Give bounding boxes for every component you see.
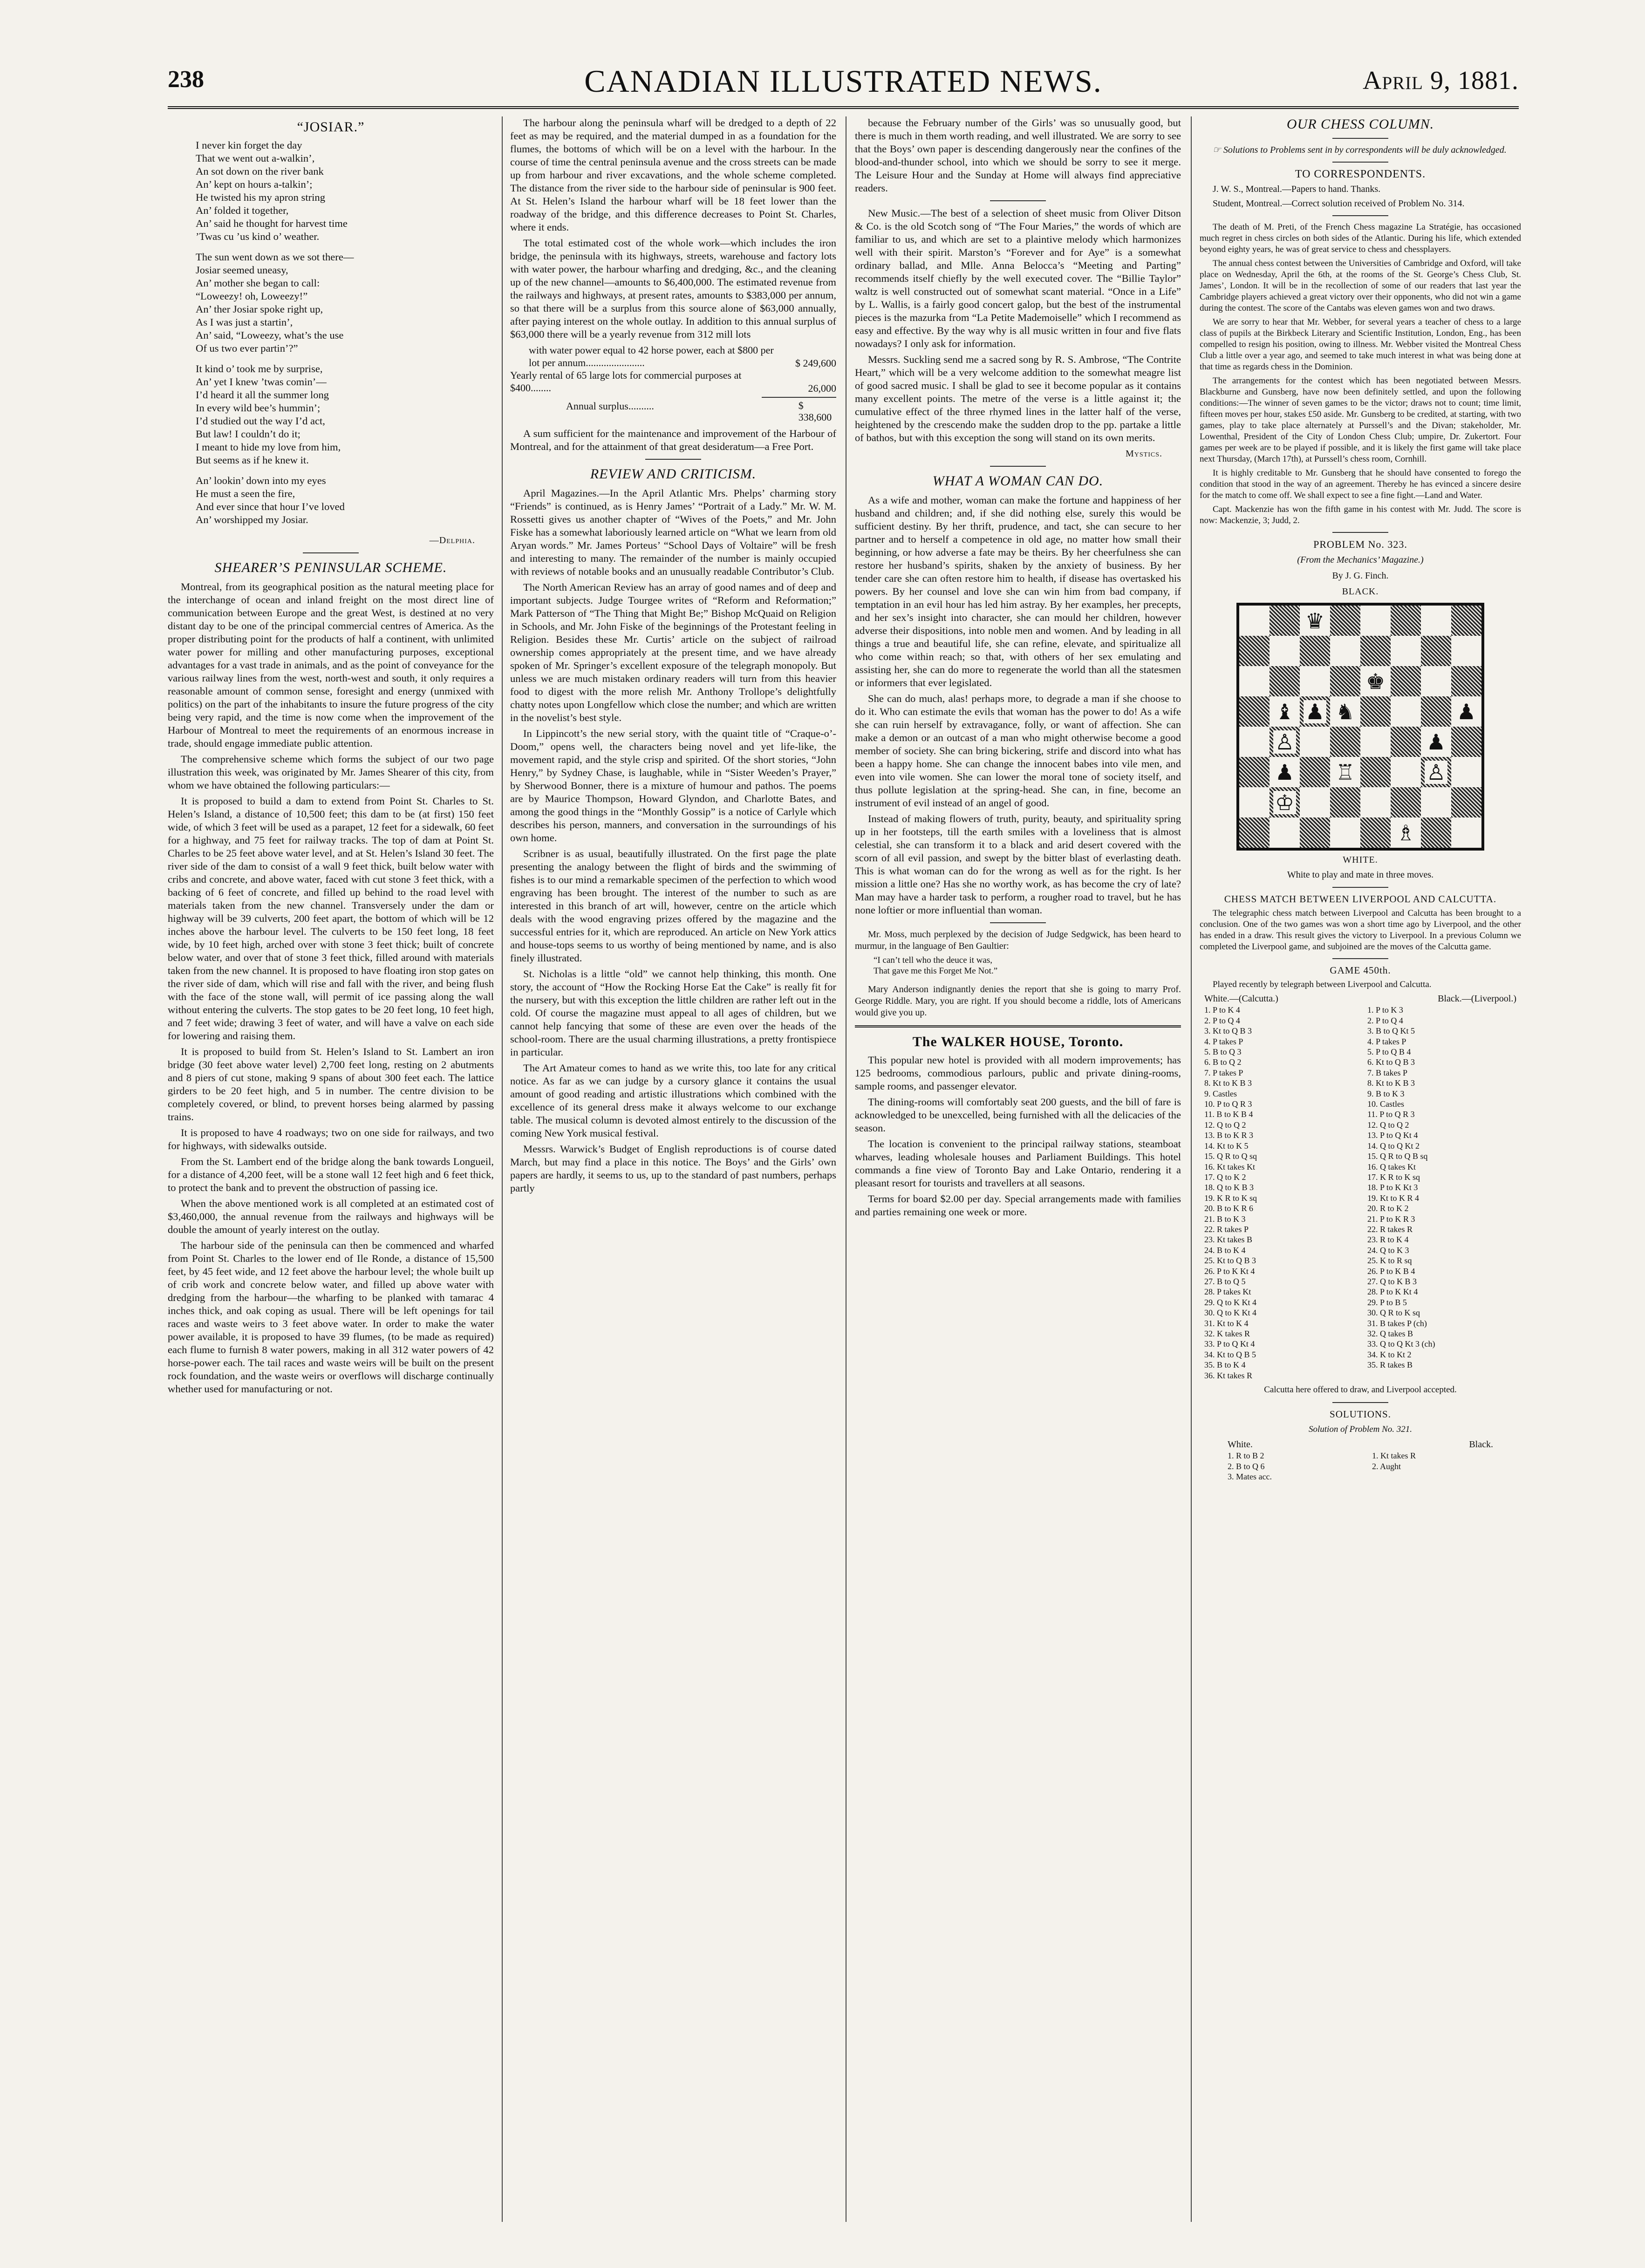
chess-square [1239,666,1270,696]
chess-piece-icon: ♗ [1394,821,1417,845]
move-entry: 5. B to Q 3 [1204,1047,1242,1057]
chess-square [1270,666,1300,696]
move-entry: 15. Q R to Q B sq [1367,1151,1428,1161]
poem-stanza: I never kin forget the day That we went out a-walkin’, An sot down on the river bank An’ kept on hours a-talkin’; He twisted his my apron string An’ folded it together, An’ said he thought for harvest time ’Twas cu ’us kind o’ weather. [196,139,348,242]
move-entry: 25. Kt to Q B 3 [1204,1256,1256,1266]
chess-square [1421,757,1451,787]
move-entry: 6. Kt to Q B 3 [1367,1057,1415,1067]
review-paragraph: The Art Amateur comes to hand as we write this, too late for any critical notice. As far as we can judge by a cursory glance it contains the usual amount of good reading and artistic illustrations which combined with the excellence of its general dress make it always welcome to our exchange table. The musical column is devoted almost entirely to the discussion of the coming New York musical festival. [510,1062,836,1139]
move-entry: 31. B takes P (ch) [1367,1318,1427,1328]
move-entry: 11. B to K B 4 [1204,1110,1253,1119]
chess-square [1391,817,1421,848]
chess-piece-icon: ♝ [1273,700,1296,723]
chess-square [1239,727,1270,757]
revenue-label: Annual surplus.......... [566,400,654,412]
article-heading: WHAT A WOMAN CAN DO. [932,473,1104,489]
article-paragraph: New Music.—The best of a selection of sheet music from Oliver Ditson & Co. is the old Scotch song of “The Four Maries,” the words of which are familiar to us, and which are set to a plaintive melody which harmonizes well with their spirit. Marston’s “Forever and for Aye” is a somewhat ordinary ballad, and Mlle. Anna Belocca’s “Meeting and Parting” recommends itself chiefly by the well executed cover. The “Billie Taylor” waltz is well constructed out of somewhat scant material. “Once in a Life” by L. Wallis, is a fairly good concert galop, but the best of the instrumental pieces is the mazurka from “La Petite Mademoiselle” which I recommend as easy and effective. By the way why is all music written in four and five flats nowadays? I only ask for information. [855,207,1181,349]
review-paragraph: In Lippincott’s the new serial story, with the quaint title of “Craque-o’-Doom,” opens well, the characters being novel and yet life-like, the movement rapid, and the style crisp and spirited. Of the short stories, “John Henry,” by Sydney Chase, is laughable, while in “Sister Weeden’s Prayer,” by Sherwood Bonner, there is a mixture of humour and pathos. The poems are by Maurice Thompson, Howard Glyndon, and Charlotte Bates, and among the good things in the “Monthly Gossip” is a notice of Carlyle which describes his person, manners, and conversation in the surroundings of his own home. [510,727,836,844]
move-entry: 20. R to K 2 [1367,1204,1409,1213]
article-paragraph: From the St. Lambert end of the bridge along the bank towards Longueil, for a distance of 4,200 feet, will be a stone wall 12 feet high and 6 feet thick, to protect the bank and to prevent the obstruction of passing ice. [168,1156,494,1193]
move-entry: 7. B takes P [1367,1068,1408,1077]
move-entry: 16. Kt takes Kt [1204,1162,1255,1171]
white-label: WHITE. [1343,855,1378,865]
move-entry: 12. Q to Q 2 [1204,1120,1246,1130]
issue-date: April 9, 1881. [1363,66,1519,95]
move-entry: 13. B to K R 3 [1204,1131,1254,1140]
revenue-amount: 26,000 [808,382,836,394]
move-entry: 15. Q R to Q sq [1204,1151,1257,1161]
chess-square [1421,727,1451,757]
chess-square [1360,696,1391,727]
move-entry: 32. Q takes B [1367,1329,1413,1338]
move-entry: 14. Q to Q Kt 2 [1367,1141,1420,1151]
hotel-paragraph: The dining-rooms will comfortably seat 200 guests, and the bill of fare is acknowledged to be unexcelled, being furnished with all the delicacies of the season. [855,1096,1181,1134]
review-paragraph: St. Nicholas is a little “old” we cannot help thinking, this month. One story, the account of “How the Rocking Horse Eat the Cake” is really fit for the nursery, but with this exception the little children are rather left out in the cold. Of course the magazine must appeal to all ages of children, but we cannot help fancying that some of these are even over the heads of the school-room. There are the usual charming illustrations, a pretty frontispiece in particular. [510,967,836,1058]
article-paragraph: Montreal, from its geographical position as the natural meeting place for the interchange of ocean and inland freight on the most direct line of communication between Europe and the great West, is destined at no very distant day to be one of the principal commercial centres of America. As the proper distributing point for the products of half a continent, with unlimited water power for milling and other manufacturing purposes, exceptional advantages for a vast trade in animals, and as the point of conveyance for the various railway lines from the west, north-west and south, it only requires a reasonable amount of common sense, foresight and energy (unmixed with politics) on the part of the inhabitants to insure the future progress of the city being very rapid, and the time is now come when the improvement of the Harbour of Montreal to meet the requirements of an enormous increase in trade, should engage immediate public attention. [168,581,494,749]
article-paragraph: because the February number of the Girls’ was so unusually good, but there is much in them worth reading, and well illustrated. We are sorry to see that the Boys’ own paper is descending dangerously near the confines of the blood-and-thunder school, into which we should be sorry to see it merge. The Leisure Hour and the Sunday at Home will always find appreciative readers. [855,117,1181,194]
move-entry: 10. Castles [1367,1099,1404,1109]
chess-square [1239,636,1270,666]
chess-paragraph: The arrangements for the contest which has been negotiated between Messrs. Blackburne and Gunsberg, have now been definitely settled, and upon the following conditions:—The winner of seven games to be the victor; draws not to count; time limit, fifteen moves per hour, stakes £50 aside. Mr. Gunsberg to be credited, at starting, with two games, play to take place alternately at Purssell’s and the Divan; stakeholder, Mr. Lowenthal, President of the City of London Chess Club; umpire, Dr. Zukertort. Four games per week are to be played if possible, and it is likely the first game will take place next Thursday, (March 17th), at Purssell’s chess room, Cornhill. [1200,376,1521,464]
move-entry: 4. P takes P [1204,1036,1243,1046]
article-paragraph: Messrs. Suckling send me a sacred song by R. S. Ambrose, “The Contrite Heart,” which will be a very welcome addition to the somewhat meagre list of good sacred music. I shall be glad to see it become popular as it contains many excellent points. The metre of the verse is a little against it; the cumulative effect of the three rhymed lines in the latter half of the verse, heightened by the crescendo make the sudden drop to the pp. partake a little of bathos, but with this exception the song will stand on its own merits. [855,354,1181,443]
move-entry: 9. Castles [1204,1089,1237,1098]
divider [645,459,701,460]
chess-square [1421,817,1451,848]
revenue-row [510,400,836,423]
chess-column-heading: OUR CHESS COLUMN. [1286,116,1434,132]
chess-square [1300,606,1330,636]
solution-move: 2. B to Q 6 [1228,1461,1265,1471]
note-verse: “I can’t tell who the deuce it was, That gave me this Forget Me Not.” [874,955,998,976]
move-entry: 24. Q to K 3 [1367,1245,1409,1255]
move-entry: 19. Kt to K R 4 [1367,1193,1420,1203]
revenue-amount: $ 249,600 [795,357,836,369]
correspondents-heading: TO CORRESPONDENTS. [1295,168,1426,180]
revenue-amount: $ 338,600 [798,400,832,423]
chess-piece-icon: ♖ [1334,761,1357,784]
chess-square [1391,757,1421,787]
chess-square [1451,606,1481,636]
solution-white-moves [1228,1451,1349,1482]
move-entry: 5. P to Q B 4 [1367,1047,1411,1057]
solution-black-moves [1372,1451,1493,1482]
move-entry: 7. P takes P [1204,1068,1243,1077]
black-moves-list [1367,1005,1516,1381]
move-entry: 34. Kt to Q B 5 [1204,1349,1256,1359]
move-entry: 10. P to Q R 3 [1204,1099,1252,1109]
chess-square [1300,666,1330,696]
divider [303,552,359,553]
chess-piece-icon: ♛ [1304,609,1326,633]
chess-square [1360,817,1391,848]
chess-square [1330,666,1360,696]
problem-caption: White to play and mate in three moves. [1287,870,1434,880]
chessboard [1236,603,1484,851]
revenue-label: with water power equal to 42 horse power, each at $800 per lot per annum....................... [529,344,774,368]
chess-square [1270,606,1300,636]
move-entry: 4. P takes P [1367,1036,1406,1046]
hotel-paragraph: This popular new hotel is provided with all modern improvements; has 125 bedrooms, commodious parlours, public and private dining-rooms, sample rooms, and passenger elevator. [855,1054,1181,1092]
solution-title: Solution of Problem No. 321. [1308,1424,1413,1435]
chess-square [1330,787,1360,817]
page-number: 238 [168,66,204,93]
move-entry: 26. P to K Kt 4 [1204,1266,1255,1276]
article-paragraph: The harbour along the peninsula wharf will be dredged to a depth of 22 feet as may be required, and the material dumped in as a foundation for the flumes, the bottoms of which will be on a level with the harbour. In the course of time the central peninsula avenue and the cross streets can be made up from harbour and river excavations, and the whole scheme completed. The distance from the river side to the harbour side of peninsular is 900 feet. At St. Helen’s Island the harbour wharf will be 18 feet lower than the roadway of the bridge, and this difference decreases to Point St. Charles, where it ends. [510,117,836,233]
chess-square [1270,757,1300,787]
black-player-header: Black.—(Liverpool.) [1438,994,1516,1004]
poem-stanza: The sun went down as we sot there— Josiar seemed uneasy, An’ mother she began to call: “Loweezy! oh, Loweezy!” An’ ther Josiar spoke right up, As I was just a startin’, An’ said, “Loweezy, what’s the use Of us two ever partin’?” [196,251,354,354]
problem-source: (From the Mechanics’ Magazine.) [1297,555,1424,565]
chess-square [1270,636,1300,666]
chess-square [1270,817,1300,848]
chess-square [1451,727,1481,757]
divider [1332,958,1388,959]
article-paragraph: It is proposed to have 4 roadways; two on one side for railways, and two for highways, with sidewalks outside. [168,1127,494,1151]
solution-move: 2. Aught [1372,1461,1401,1471]
chess-piece-icon: ♟ [1273,761,1296,784]
chess-notice: ☞ Solutions to Problems sent in by correspondents will be duly acknowledged. [1213,145,1507,155]
chess-square [1421,636,1451,666]
chess-square [1300,757,1330,787]
poem-signature: —Delphia. [429,535,475,545]
move-entry: 2. P to Q 4 [1204,1015,1240,1025]
correspondent-entry: Student, Montreal.—Correct solution received of Problem No. 314. [1213,198,1465,209]
move-entry: 20. B to K R 6 [1204,1204,1254,1213]
chess-square [1391,636,1421,666]
chess-paragraph: Capt. Mackenzie has won the fifth game in his contest with Mr. Judd. The score is now: Mackenzie, 3; Judd, 2. [1200,504,1521,525]
move-entry: 27. B to Q 5 [1204,1276,1246,1286]
article-paragraph: As a wife and mother, woman can make the fortune and happiness of her husband and children; and, if she did nothing else, surely this would be sufficient destiny. By her thrift, prudence, and tact, she can secure to her partner and to herself a competence in old age, no matter how small their beginning, or how adverse a fate may be theirs. By her cheerfulness she can restore her husband’s spirits, shaken by the anxiety of business. By her tender care she can often restore him to health, if disease has overtasked his powers. By her counsel and love she can win him from bad company, if temptation in an evil hour has led him astray. By her examples, her precepts, and her sex’s insight into character, she can mould her children, however adverse their dispositions, into noble men and women. And by leading in all things a true and beautiful life, she can refine, elevate, and spiritualize all who come within reach; so that, with others of her sex emulating and assisting her, she can do more to regenerate the world than all the statesmen or informers that ever legislated. [855,494,1181,688]
chess-square [1330,696,1360,727]
divider [1332,887,1388,888]
review-paragraph: Messrs. Warwick’s Budget of English reproductions is of course dated March, but may find a place in this notice. The Boys’ and the Girls’ own papers are hardly, it seems to us, up to the standard of past numbers, perhaps partly [510,1143,836,1194]
poem-stanza: It kind o’ took me by surprise, An’ yet I knew ’twas comin’— I’d heard it all the summer long In every wild bee’s hummin’; I’d studied out the way I’d act, But law! I couldn’t do it; I meant to hide my love from him, But seems as if he knew it. [196,363,341,466]
chess-piece-icon: ♟ [1455,700,1478,723]
move-entry: 22. R takes R [1367,1224,1413,1234]
chess-piece-icon: ♟ [1304,700,1326,723]
chess-square [1451,757,1481,787]
note-paragraph: Mr. Moss, much perplexed by the decision of Judge Sedgwick, has been heard to murmur, in the language of Ben Gaultier: [855,929,1181,951]
move-entry: 24. B to K 4 [1204,1245,1246,1255]
move-entry: 8. Kt to K B 3 [1204,1078,1252,1088]
move-entry: 13. P to Q Kt 4 [1367,1131,1418,1140]
masthead-rule [168,106,1519,109]
move-entry: 25. K to R sq [1367,1256,1412,1266]
move-entry: 3. B to Q Kt 5 [1367,1026,1415,1036]
game-headers [1200,993,1521,1005]
chess-piece-icon: ♚ [1364,670,1387,693]
chess-square [1239,817,1270,848]
chess-square [1330,757,1360,787]
chess-square [1270,727,1300,757]
article-signature: Mystics. [1125,449,1162,459]
white-moves-list [1204,1005,1353,1381]
solution-moves [1200,1451,1521,1482]
review-paragraph: April Magazines.—In the April Atlantic Mrs. Phelps’ charming story “Friends” is continued, as is Henry James’ “Portrait of a Lady.” Mr. W. M. Rossetti gives us another chapter of “Wives of the Poets,” and Mr. John Fiske has a somewhat laboriously learned article on “What we learn from old Aryan words.” Mr. James Porteus’ “School Days of Voltaire” will be fresh and interesting to many. The remainder of the number is mainly occupied with reviews of notable books and an unusually readable Contributor’s Club. [510,487,836,577]
chess-square [1360,787,1391,817]
hotel-heading: The WALKER HOUSE, Toronto. [912,1034,1124,1049]
note-paragraph: Mary Anderson indignantly denies the report that she is going to marry Prof. George Riddle. Mary, you are right. If you should become a riddle, lots of Americans would give you up. [855,984,1181,1018]
solution-move: 1. Kt takes R [1372,1451,1416,1461]
divider [855,1025,1181,1028]
move-entry: 28. P takes Kt [1204,1287,1251,1297]
article-heading: SHEARER’S PENINSULAR SCHEME. [214,560,447,575]
article-paragraph: It is proposed to build a dam to extend from Point St. Charles to St. Helen’s Island, a distance of 10,500 feet; this dam to be (at first) 150 feet wide, of which 3 feet will be used as a parapet, 12 feet for a sidewalk, 60 feet for a highway, and 75 feet for railway tracks. The top of dam at Point St. Charles to be 25 feet above water level, and at St. Helen’s Island 30 feet. The river side of the dam to consist of a wall 9 feet thick, built below water with cribs and concrete, and above water, faced with cut stone 3 feet thick, with a backing of 6 feet of concrete, and filled up behind to the road level with materials taken from the new channel. Transversely under the dam or highway will be 39 culverts, 200 feet apart, the bottom of which will be 12 inches above the harbour level. The culverts to be 150 feet long, 18 feet wide, by 10 feet high, arched over with stone 3 feet thick; built of concrete below water, and over that of stone 3 feet thick, filled around with materials taken from the new channel. It is proposed to have floating iron stop gates on the river side of dam, which will rise and fall with the river, and being flush with the face of the stone wall, will permit of ice passing along the wall without entering the culverts. The stop gates to be 20 feet long, 10 feet high, and 7 feet wide; drawing 3 feet of water, and will have a valve on each side for lowering and raising them. [168,795,494,1042]
move-entry: 30. Q R to K sq [1367,1308,1420,1318]
article-paragraph: The comprehensive scheme which forms the subject of our two page illustration this week, was originated by Mr. James Shearer of this city, from whom we have obtained the following particulars:— [168,753,494,791]
column-1 [168,116,494,2222]
column-3 [855,116,1181,2222]
divider [1332,1402,1388,1403]
chess-square [1270,696,1300,727]
chess-square [1391,787,1421,817]
hotel-paragraph: Terms for board $2.00 per day. Special arrangements made with families and parties remaining one week or more. [855,1193,1181,1218]
move-entry: 33. Q to Q Kt 3 (ch) [1367,1339,1435,1349]
move-entry: 17. K R to K sq [1367,1172,1420,1182]
divider [990,466,1046,467]
chess-square [1451,696,1481,727]
chess-paragraph: We are sorry to hear that Mr. Webber, for several years a teacher of chess to a large class of pupils at the Birkbeck Literary and Scientific Institution, London, Eng., has been compelled to resign his position, owing to illness. Mr. Webber visited the Montreal Chess Club a little over a year ago, and seemed to take much interest in what was being done at that time as regards chess in the Dominion. [1200,317,1521,372]
move-entry: 21. B to K 3 [1204,1214,1246,1224]
chess-square [1360,666,1391,696]
divider [1332,532,1388,533]
chess-square [1451,666,1481,696]
chess-paragraph: The death of M. Preti, of the French Chess magazine La Stratégie, has occasioned much regret in chess circles on both sides of the Atlantic. During his life, which extended beyond eighty years, he was of great service to chess and chessplayers. [1200,222,1521,254]
chess-square [1360,727,1391,757]
move-entry: 11. P to Q R 3 [1367,1110,1415,1119]
solution-move: 3. Mates acc. [1228,1472,1272,1482]
move-entry: 14. Kt to K 5 [1204,1141,1249,1151]
column-rule [502,116,503,2222]
move-entry: 1. P to K 3 [1367,1005,1403,1015]
move-entry: 17. Q to K 2 [1204,1172,1246,1182]
chess-square [1391,696,1421,727]
game-heading: GAME 450th. [1330,965,1391,976]
game-moves [1200,1005,1521,1381]
solution-move: 1. R to B 2 [1228,1451,1264,1461]
move-entry: 18. P to K Kt 3 [1367,1183,1418,1192]
chess-square [1421,696,1451,727]
chess-square [1360,606,1391,636]
chess-square [1300,636,1330,666]
chess-piece-icon: ♟ [1425,730,1447,754]
hotel-paragraph: The location is convenient to the principal railway stations, steamboat wharves, leading wholesale houses and Parliament Buildings. This hotel commands a fine view of Toronto Bay and Lake Ontario, rendering it a pleasant resort for tourists and travellers at all seasons. [855,1138,1181,1189]
revenue-table [510,344,836,423]
chess-square [1360,757,1391,787]
chess-square [1391,666,1421,696]
sum-rule [762,397,836,398]
move-entry: 2. P to Q 4 [1367,1015,1403,1025]
chess-square [1270,787,1300,817]
article-paragraph: The harbour side of the peninsula can then be commenced and wharfed from Point St. Charles to the lower end of Ile Ronde, a distance of 15,500 feet, by 45 feet wide, and 12 feet above the harbour level; the whole built up of crib work and concrete below water, and filled up above water with dredging from the harbour—the wharfing to be planked with tamarac 4 inches thick, and oak coping as usual. There will be left openings for tail races and waste weirs to 3 feet above water. In order to make the water power available, it is proposed to have 39 flumes, (to be made as required) each flume to furnish 8 water powers, making in all 312 water powers of 42 horse-power each. The tail races and waste weirs will be built on the present rock foundation, and the waste weirs or overflows will discharge continually whether used for manufacturing or not. [168,1240,494,1395]
solution-black-header: Black. [1469,1439,1493,1450]
chess-square [1300,817,1330,848]
move-entry: 19. K R to K sq [1204,1193,1257,1203]
problem-author: By J. G. Finch. [1332,571,1389,581]
chess-paragraph: It is highly creditable to Mr. Gunsberg that he should have consented to forego the condition that stood in the way of an agreement. Thereby he has evinced a sincere desire for the match to come off. We shall expect to see a fine fight.—Land and Water. [1200,468,1521,500]
move-entry: 9. B to K 3 [1367,1089,1405,1098]
chess-square [1360,636,1391,666]
article-paragraph: A sum sufficient for the maintenance and improvement of the Harbour of Montreal, and for the attainment of that great desideratum—a Free Port. [510,427,836,452]
move-entry: 29. P to B 5 [1367,1297,1407,1307]
move-entry: 3. Kt to Q B 3 [1204,1026,1252,1036]
article-paragraph: When the above mentioned work is all completed at an estimated cost of $3,460,000, the annual revenue from the railways and highways will be double the amount of yearly interest on the outlay. [168,1198,494,1235]
match-heading: CHESS MATCH BETWEEN LIVERPOOL AND CALCUTTA. [1224,893,1497,905]
move-entry: 27. Q to K B 3 [1367,1276,1417,1286]
chess-square [1451,787,1481,817]
chess-piece-icon: ♔ [1273,791,1296,814]
move-entry: 18. Q to K B 3 [1204,1183,1254,1192]
move-entry: 33. P to Q Kt 4 [1204,1339,1255,1349]
move-entry: 26. P to K B 4 [1367,1266,1415,1276]
chess-piece-icon: ♞ [1334,700,1357,723]
game-intro: Played recently by telegraph between Liverpool and Calcutta. [1213,980,1432,989]
match-paragraph: The telegraphic chess match between Liverpool and Calcutta has been brought to a conclusion. One of the two games was won a short time ago by Liverpool, and the other has ended in a draw. This result gives the victory to Liverpool. In a previous Column we completed the Liverpool game, and subjoined are the moves of the Calcutta game. [1200,908,1521,952]
problem-title: PROBLEM No. 323. [1313,538,1407,550]
move-entry: 16. Q takes Kt [1367,1162,1416,1171]
move-entry: 22. R takes P [1204,1224,1249,1234]
paper-title: CANADIAN ILLUSTRATED NEWS. [584,63,1102,99]
chess-square [1330,817,1360,848]
chess-paragraph: The annual chess contest between the Universities of Cambridge and Oxford, will take place on Wednesday, April the 6th, at the rooms of the St. George’s Chess Club, St. James’, London. It will be in the recollection of some of our readers that last year the Cambridge players achieved a great victory over their opponents, who did not win a game during the contest. The score of the Cantabs was eleven games won and two draws. [1200,259,1521,313]
move-entry: 29. Q to K Kt 4 [1204,1297,1256,1307]
masthead [168,63,1519,105]
black-label: BLACK. [1342,586,1379,597]
chess-square [1239,787,1270,817]
poem-title: “JOSIAR.” [297,119,365,135]
chess-square [1239,757,1270,787]
column-rule [1191,116,1192,2222]
divider [1332,138,1388,139]
solution-headers [1200,1439,1521,1451]
divider [990,922,1046,923]
chess-square [1421,606,1451,636]
move-entry: 8. Kt to K B 3 [1367,1078,1415,1088]
game-result: Calcutta here offered to draw, and Liverpool accepted. [1264,1385,1457,1395]
move-entry [1367,1370,1516,1381]
revenue-label: Yearly rental of 65 large lots for commercial purposes at $400........ [510,369,742,394]
review-paragraph: Scribner is as usual, beautifully illustrated. On the first page the plate presenting the analogy between the flight of birds and the swimming of fishes is to our mind a remarkable specimen of the perfection to which wood engraving has been brought. The interest of the number to such as are interested in this branch of art will, however, centre on the article which deals with the wood engraving prizes offered by the magazine and the successful entries for it, which are reproduced. An article on New York attics and house-tops seems to us worthy of being mentioned by name, and is also finely illustrated. [510,847,836,964]
move-entry: 21. P to K R 3 [1367,1214,1415,1224]
chess-square [1330,727,1360,757]
chess-square [1391,606,1421,636]
move-entry: 36. Kt takes R [1204,1370,1252,1380]
chess-square [1300,727,1330,757]
chess-square [1300,787,1330,817]
article-paragraph: Instead of making flowers of truth, purity, beauty, and spirituality spring up in her footsteps, till the earth smiles with a loveliness that is almost celestial, she can transform it to a black and arid desert covered with the scorn of all evil passion, and swept by the bitter blast of everlasting death. This is what woman can do for the wrong as well as for the right. Is her mission a little one? Has she no worthy work, as has become the cry of late? Man may have a harder task to perform, a rougher road to travel, but he has none loftier or more influential than woman. [855,813,1181,916]
move-entry: 30. Q to K Kt 4 [1204,1308,1256,1318]
white-player-header: White.—(Calcutta.) [1204,994,1278,1004]
chess-square [1239,696,1270,727]
chess-square [1451,817,1481,848]
chess-square [1330,606,1360,636]
column-2 [510,116,836,2222]
chess-square [1300,696,1330,727]
move-entry: 31. Kt to K 4 [1204,1318,1249,1328]
revenue-row [510,369,836,394]
article-heading: REVIEW AND CRITICISM. [590,466,757,482]
poem-stanza: An’ lookin’ down into my eyes He must a seen the fire, And ever since that hour I’ve loved An’ worshipped my Josiar. [196,475,345,525]
divider [1332,215,1388,216]
move-entry: 28. P to K Kt 4 [1367,1287,1418,1297]
solution-white-header: White. [1228,1439,1253,1450]
move-entry: 35. B to K 4 [1204,1360,1246,1370]
chess-square [1391,727,1421,757]
divider [1332,162,1388,163]
move-entry: 23. R to K 4 [1367,1235,1409,1245]
chess-square [1239,606,1270,636]
chess-square [1330,636,1360,666]
solutions-heading: SOLUTIONS. [1330,1409,1391,1420]
chess-square [1451,636,1481,666]
move-entry: 23. Kt takes B [1204,1235,1252,1245]
article-paragraph: She can do much, alas! perhaps more, to degrade a man if she choose to do it. Who can estimate the evils that woman has the power to do! As a wife she can ruin herself by extravagance, folly, or want of affection. She can make a demon or an outcast of a man who might otherwise become a good member of society. She can bring bickering, strife and discord into what has been a happy home. She can change the innocent babes into vile men, and even into vile women. She can lower the moral tone of society itself, and thus pollute legislation at the spring-head. She can, in fine, become an instrument of evil instead of an angel of good. [855,693,1181,809]
divider [990,200,1046,201]
move-entry: 34. K to Kt 2 [1367,1349,1412,1359]
move-entry: 32. K takes R [1204,1329,1250,1338]
chess-square [1421,787,1451,817]
article-paragraph: The total estimated cost of the whole work—which includes the iron bridge, the peninsula with its highways, streets, warehouse and factory lots with water power, the harbour wharfing and dredging, &c., and the cleaning up of the new channel—amounts to $6,400,000. The estimated revenue from the railways and highways, at present rates, amounts to $383,000 per annum, so that there will be a surplus from this source alone of $63,000 annually, after paying interest on the whole outlay. In addition to this annual surplus of $63,000 there will be a yearly revenue from 312 mill lots [510,237,836,340]
chess-piece-icon: ♙ [1273,730,1296,754]
article-paragraph: It is proposed to build from St. Helen’s Island to St. Lambert an iron bridge (30 feet above water level) 2,700 feet long, resting on 2 abutments and 8 piers of cut stone, making 9 spans of about 300 feet each. The lattice girders to be 20 feet high, and 5 in number. The centre division to be completely covered, or blind, to prevent horses being alarmed by passing trains. [168,1046,494,1123]
revenue-row [510,344,836,369]
move-entry: 12. Q to Q 2 [1367,1120,1409,1130]
move-entry: 6. B to Q 2 [1204,1057,1242,1067]
solution-move [1372,1471,1493,1482]
column-4 [1200,116,1521,2222]
chess-square [1421,666,1451,696]
move-entry: 35. R takes B [1367,1360,1413,1370]
chess-piece-icon: ♙ [1425,761,1447,784]
review-paragraph: The North American Review has an array of good names and of deep and important subjects. Judge Tourgee writes of “Reform and Reformation;” Mark Patterson of “The Thing that Might Be;” Bishop McQuaid on Religion in Schools, and Mr. John Fiske of the beginnings of the Protestant feeling in Religion. Besides these Mr. Curtis’ article on the subject of railroad ownership comes appropriately at the present time, and we have already spoken of Mr. Springer’s excellent exposure of the telegraph monopoly. But unless we are much mistaken ordinary readers will turn from this heavier food to digest with the more relish Mr. Anthony Trollope’s delightfully chatty notes upon Longfellow which close the number; and which are written in the novelist’s best style. [510,581,836,723]
correspondent-entry: J. W. S., Montreal.—Papers to hand. Thanks. [1213,184,1381,194]
move-entry: 1. P to K 4 [1204,1005,1240,1015]
